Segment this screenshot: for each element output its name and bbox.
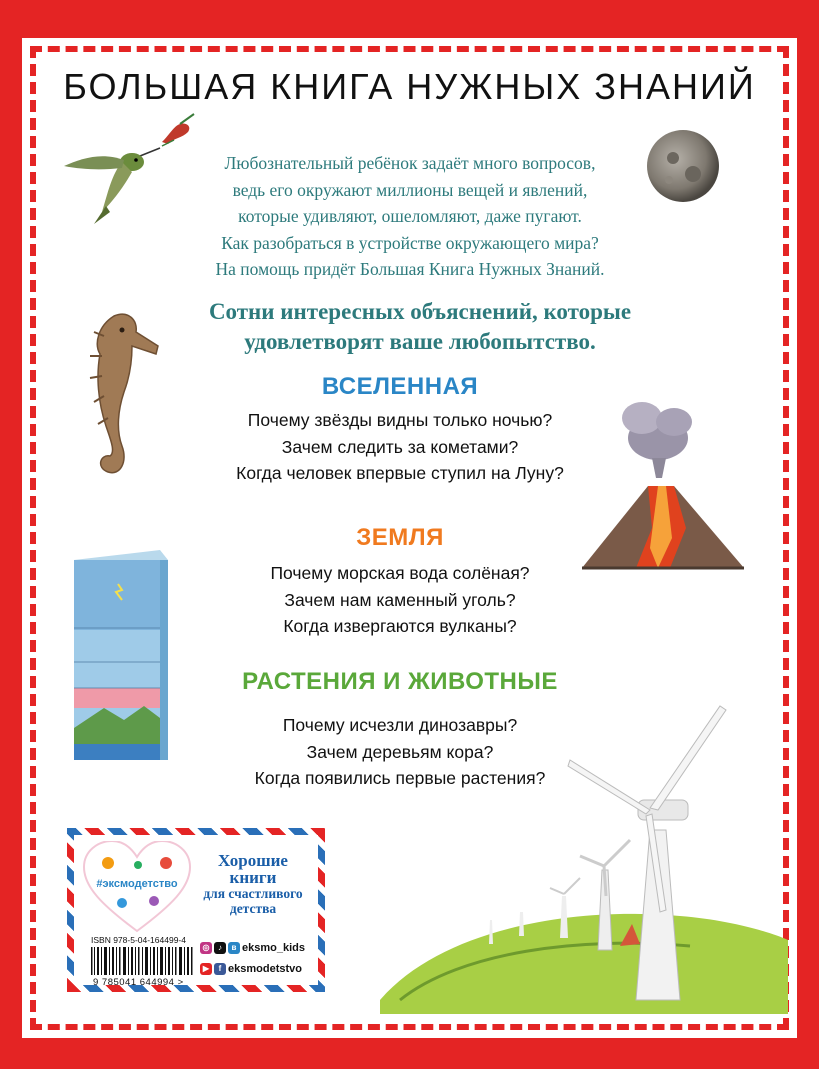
intro-line: Любознательный ребёнок задаёт много вопросов,	[224, 153, 596, 173]
vk-icon: в	[228, 942, 240, 954]
tagline-line: детства	[229, 901, 277, 916]
question-item: Зачем следить за кометами?	[281, 436, 519, 457]
social-handle: eksmo_kids	[242, 942, 305, 954]
instagram-icon: ◎	[200, 942, 212, 954]
section-heading-earth: ЗЕМЛЯ	[356, 524, 444, 551]
social-row-1	[200, 942, 305, 954]
intro-line: На помощь придёт Большая Книга Нужных Знаний.	[215, 259, 605, 279]
facebook-icon: f	[214, 963, 226, 975]
book-title: БОЛЬШАЯ КНИГА НУЖНЫХ ЗНАНИЙ	[63, 66, 756, 107]
question-item: Почему исчезли динозавры?	[282, 715, 518, 735]
question-item: Зачем деревьям кора?	[306, 741, 494, 762]
question-item: Зачем нам каменный уголь?	[284, 589, 516, 610]
logo-text: #эксмодетство	[96, 878, 178, 890]
lead-statement	[180, 297, 660, 357]
intro-line: Как разобраться в устройстве окружающего мира?	[221, 232, 599, 253]
social-row-2	[200, 963, 302, 975]
social-handle: eksmodetstvo	[228, 963, 302, 975]
heart-logo-icon	[82, 841, 192, 933]
tagline-line: Хорошие	[218, 851, 288, 870]
question-item: Когда человек впервые ступил на Луну?	[236, 463, 564, 483]
question-item: Когда появились первые растения?	[254, 768, 546, 788]
publisher-sticker	[67, 828, 325, 992]
isbn-label: ISBN 978-5-04-164499-4	[91, 935, 186, 945]
tagline-line: для счастливого	[203, 886, 303, 901]
question-item: Почему звёзды видны только ночью?	[247, 410, 553, 430]
question-item: Почему морская вода солёная?	[270, 563, 530, 583]
question-item: Когда извергаются вулканы?	[283, 616, 517, 636]
sticker-tagline	[194, 852, 312, 916]
section-heading-plants-animals: РАСТЕНИЯ И ЖИВОТНЫЕ	[242, 668, 558, 695]
intro-paragraph	[160, 150, 660, 283]
intro-line: которые удивляют, ошеломляют, даже пугают.	[238, 206, 582, 226]
section-questions-universe	[150, 407, 650, 487]
wind-turbines-illustration	[380, 700, 788, 1014]
section-questions-earth	[150, 560, 650, 640]
lead-line: Сотни интересных объяснений, которые	[208, 299, 632, 324]
lead-line: удовлетворят ваше любопытство.	[244, 329, 596, 354]
barcode-number: 9 785041 644994 >	[93, 977, 184, 988]
barcode-icon	[91, 947, 194, 975]
section-heading-universe: ВСЕЛЕННАЯ	[321, 373, 479, 400]
tiktok-icon: ♪	[214, 942, 226, 954]
intro-line: ведь его окружают миллионы вещей и явлений,	[232, 179, 588, 200]
tagline-line: книги	[229, 868, 277, 887]
youtube-icon: ▶	[200, 963, 212, 975]
